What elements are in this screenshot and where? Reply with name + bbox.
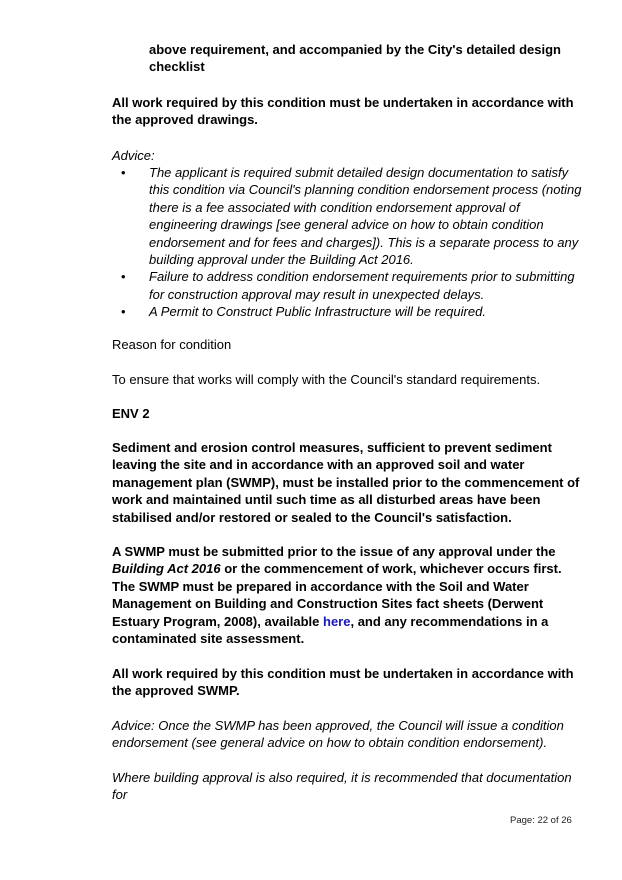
section-heading-env2: ENV 2 (112, 406, 150, 421)
list-item (112, 164, 584, 268)
act-name: Building Act 2016 (112, 561, 221, 577)
bullet-icon: • (121, 165, 126, 180)
reason-text: To ensure that works will comply with the Council's standard requirements. (112, 372, 541, 387)
env2-p2-part2: or the commencement of work, whichever occurs first. The SWMP must be prepared in accordance with the Soil and Water Management on Building and Construction Sites fact sheets (Derwent Estuary Program, 2008), available (112, 561, 562, 629)
here-link[interactable]: here (323, 613, 351, 629)
list-item (112, 268, 584, 303)
bullet-icon: • (121, 269, 126, 285)
advice-item-text: The applicant is required submit detailed design documentation to satisfy this condition via Council's planning condition endorsement process (noting there is a fee associated with condition endorsement approval of engineering drawings [see general advice on how to obtain condition endorsement and for fees and charges]). This is a separate process to any building approval under the Building Act 2016. (149, 165, 582, 268)
advice-label: Advice: (112, 148, 155, 163)
list-item (112, 303, 584, 320)
advice-item-text: A Permit to Construct Public Infrastructure will be required. (149, 304, 486, 320)
advice-list (112, 164, 584, 321)
building-approval-text: Where building approval is also required, it is recommended that documentation for (112, 770, 572, 803)
advice-item-text: Failure to address condition endorsement requirements prior to submitting for construction approval may result in unexpected delays. (149, 269, 575, 302)
env2-paragraph-2 (112, 543, 584, 647)
work-condition-swmp: All work required by this condition must be undertaken in accordance with the approved SWMP. (112, 666, 574, 699)
page-number: Page: 22 of 26 (510, 815, 572, 826)
continuation-text: above requirement, and accompanied by the City's detailed design checklist (149, 42, 561, 75)
bullet-icon: • (121, 304, 126, 320)
advice-swmp: Advice: Once the SWMP has been approved, the Council will issue a condition endorsement (see general advice on how to obtain condition endorsement). (112, 718, 564, 751)
env2-p2-part1: A SWMP must be submitted prior to the issue of any approval under the (112, 544, 556, 559)
reason-label: Reason for condition (112, 337, 232, 352)
work-condition-drawings: All work required by this condition must be undertaken in accordance with the approved drawings. (112, 95, 574, 128)
env2-p2-part3: , and any recommendations in a contaminated site assessment. (112, 613, 549, 647)
env2-paragraph-1: Sediment and erosion control measures, sufficient to prevent sediment leaving the site and in accordance with an approved soil and water management plan (SWMP), must be installed prior to the commencement of work and maintained until such time as all disturbed areas have been stabilised and/or restored or sealed to the Council's satisfaction. (112, 440, 580, 525)
